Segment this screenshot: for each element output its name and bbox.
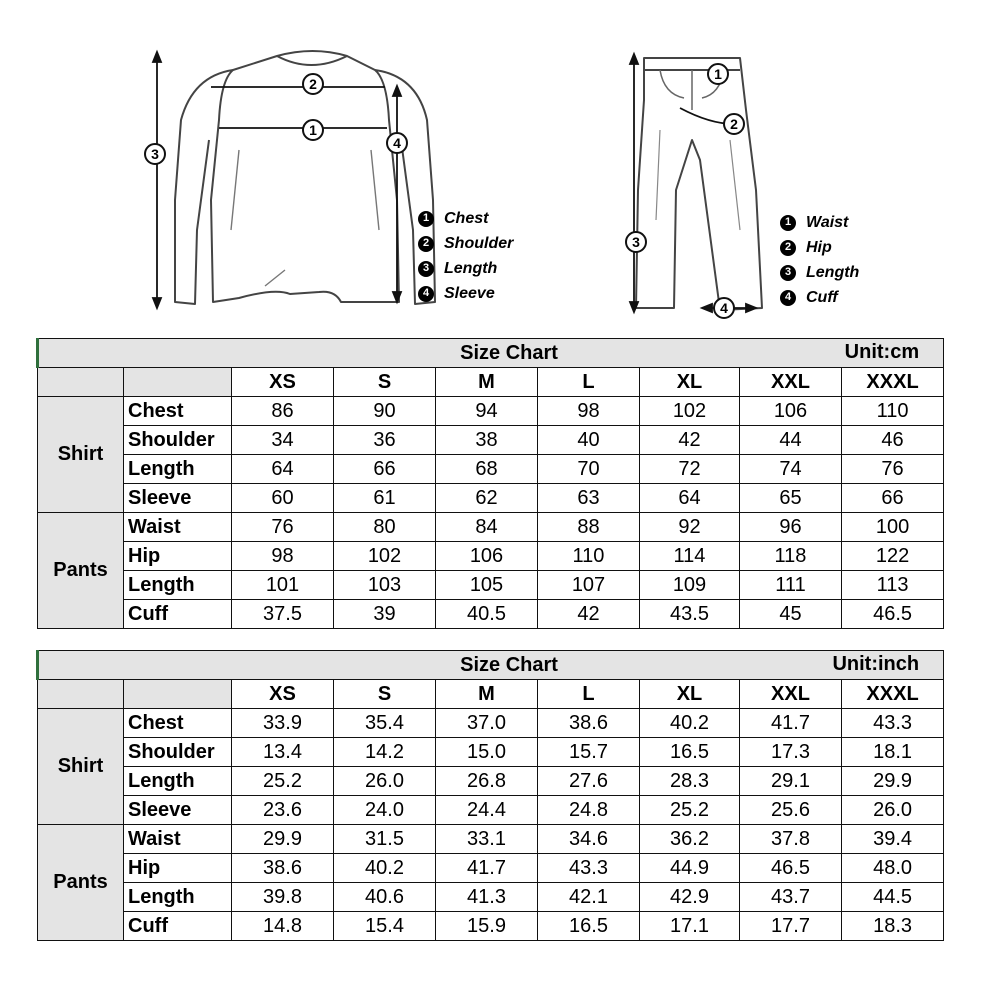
value-cell: 60 — [232, 484, 334, 513]
measure-label: Shoulder — [124, 738, 232, 767]
value-cell: 90 — [334, 397, 436, 426]
size-header: S — [334, 680, 436, 709]
size-header: L — [538, 680, 640, 709]
measure-label: Sleeve — [124, 796, 232, 825]
value-cell: 41.7 — [436, 854, 538, 883]
table-title-cell — [38, 651, 944, 680]
value-cell: 80 — [334, 513, 436, 542]
legend-label: Length — [806, 264, 860, 281]
size-chart-table-cm — [36, 338, 944, 629]
measure-label: Cuff — [124, 912, 232, 941]
value-cell: 33.9 — [232, 709, 334, 738]
corner-cell — [38, 680, 124, 709]
value-cell: 106 — [436, 542, 538, 571]
value-cell: 26.8 — [436, 767, 538, 796]
size-header-row — [38, 368, 944, 397]
value-cell: 76 — [842, 455, 944, 484]
value-cell: 17.1 — [640, 912, 740, 941]
value-cell: 43.7 — [740, 883, 842, 912]
value-cell: 45 — [740, 600, 842, 629]
measure-label: Length — [124, 883, 232, 912]
table-row — [38, 484, 944, 513]
value-cell: 29.9 — [232, 825, 334, 854]
value-cell: 92 — [640, 513, 740, 542]
legend-label: Sleeve — [444, 285, 495, 302]
table-title-row — [38, 339, 944, 368]
size-header: XXXL — [842, 368, 944, 397]
corner-cell — [38, 368, 124, 397]
value-cell: 29.9 — [842, 767, 944, 796]
measure-label: Shoulder — [124, 426, 232, 455]
table-row — [38, 455, 944, 484]
value-cell: 15.7 — [538, 738, 640, 767]
value-cell: 41.7 — [740, 709, 842, 738]
legend-label: Hip — [806, 239, 832, 256]
value-cell: 40.2 — [640, 709, 740, 738]
table-row — [38, 397, 944, 426]
measure-label: Hip — [124, 854, 232, 883]
legend-number: 2 — [418, 236, 434, 252]
value-cell: 17.3 — [740, 738, 842, 767]
pants-legend-item — [780, 235, 859, 260]
value-cell: 36.2 — [640, 825, 740, 854]
table-row — [38, 600, 944, 629]
table-row — [38, 912, 944, 941]
shirt-legend — [418, 206, 513, 306]
value-cell: 105 — [436, 571, 538, 600]
value-cell: 86 — [232, 397, 334, 426]
value-cell: 72 — [640, 455, 740, 484]
value-cell: 40 — [538, 426, 640, 455]
value-cell: 25.6 — [740, 796, 842, 825]
value-cell: 110 — [538, 542, 640, 571]
size-chart-table-inch — [36, 650, 944, 941]
value-cell: 39.4 — [842, 825, 944, 854]
table-row — [38, 426, 944, 455]
shirt-marker-shoulder: 2 — [309, 76, 317, 92]
value-cell: 33.1 — [436, 825, 538, 854]
value-cell: 111 — [740, 571, 842, 600]
value-cell: 26.0 — [842, 796, 944, 825]
value-cell: 15.0 — [436, 738, 538, 767]
measure-label: Cuff — [124, 600, 232, 629]
legend-label: Waist — [806, 214, 849, 231]
value-cell: 114 — [640, 542, 740, 571]
measure-label: Chest — [124, 709, 232, 738]
measure-label: Waist — [124, 825, 232, 854]
table-row — [38, 767, 944, 796]
value-cell: 102 — [640, 397, 740, 426]
legend-label: Cuff — [806, 289, 838, 306]
value-cell: 103 — [334, 571, 436, 600]
value-cell: 14.8 — [232, 912, 334, 941]
value-cell: 44.9 — [640, 854, 740, 883]
value-cell: 40.5 — [436, 600, 538, 629]
value-cell: 76 — [232, 513, 334, 542]
value-cell: 113 — [842, 571, 944, 600]
size-header: XXXL — [842, 680, 944, 709]
table-title-row — [38, 651, 944, 680]
table-row — [38, 542, 944, 571]
measure-label: Hip — [124, 542, 232, 571]
value-cell: 43.5 — [640, 600, 740, 629]
measure-label: Length — [124, 767, 232, 796]
legend-number: 2 — [780, 240, 796, 256]
legend-number: 1 — [780, 215, 796, 231]
value-cell: 102 — [334, 542, 436, 571]
value-cell: 28.3 — [640, 767, 740, 796]
table-row — [38, 709, 944, 738]
value-cell: 100 — [842, 513, 944, 542]
size-header: S — [334, 368, 436, 397]
value-cell: 66 — [334, 455, 436, 484]
value-cell: 24.0 — [334, 796, 436, 825]
table-row — [38, 854, 944, 883]
legend-number: 3 — [418, 261, 434, 277]
value-cell: 66 — [842, 484, 944, 513]
value-cell: 23.6 — [232, 796, 334, 825]
value-cell: 25.2 — [232, 767, 334, 796]
value-cell: 107 — [538, 571, 640, 600]
value-cell: 122 — [842, 542, 944, 571]
value-cell: 48.0 — [842, 854, 944, 883]
size-header: M — [436, 368, 538, 397]
value-cell: 27.6 — [538, 767, 640, 796]
value-cell: 14.2 — [334, 738, 436, 767]
measure-label: Waist — [124, 513, 232, 542]
table-row — [38, 796, 944, 825]
measure-label: Chest — [124, 397, 232, 426]
group-label-shirt: Shirt — [38, 397, 124, 513]
table-row — [38, 883, 944, 912]
value-cell: 34.6 — [538, 825, 640, 854]
value-cell: 13.4 — [232, 738, 334, 767]
value-cell: 64 — [232, 455, 334, 484]
legend-number: 1 — [418, 211, 434, 227]
value-cell: 96 — [740, 513, 842, 542]
value-cell: 38.6 — [538, 709, 640, 738]
value-cell: 15.9 — [436, 912, 538, 941]
pants-legend — [780, 210, 859, 310]
value-cell: 65 — [740, 484, 842, 513]
table-unit: Unit:cm — [844, 341, 920, 363]
value-cell: 34 — [232, 426, 334, 455]
legend-label: Length — [444, 260, 498, 277]
measure-label: Length — [124, 571, 232, 600]
measure-label: Length — [124, 455, 232, 484]
corner-cell — [124, 680, 232, 709]
shirt-legend-item — [418, 206, 513, 231]
value-cell: 43.3 — [538, 854, 640, 883]
value-cell: 38 — [436, 426, 538, 455]
value-cell: 31.5 — [334, 825, 436, 854]
value-cell: 43.3 — [842, 709, 944, 738]
table-row — [38, 825, 944, 854]
value-cell: 42.9 — [640, 883, 740, 912]
value-cell: 16.5 — [640, 738, 740, 767]
value-cell: 40.6 — [334, 883, 436, 912]
value-cell: 42 — [538, 600, 640, 629]
value-cell: 42.1 — [538, 883, 640, 912]
value-cell: 25.2 — [640, 796, 740, 825]
shirt-marker-chest: 1 — [309, 122, 317, 138]
pants-legend-item — [780, 210, 859, 235]
table-title: Size Chart — [460, 653, 558, 676]
value-cell: 84 — [436, 513, 538, 542]
table-unit: Unit:inch — [832, 653, 920, 675]
value-cell: 98 — [538, 397, 640, 426]
value-cell: 110 — [842, 397, 944, 426]
shirt-legend-item — [418, 256, 513, 281]
size-header: XS — [232, 680, 334, 709]
pants-marker-hip: 2 — [730, 116, 738, 132]
pants-marker-length: 3 — [632, 234, 640, 250]
shirt-collar — [277, 56, 347, 65]
pants-outline — [636, 58, 762, 310]
size-header: L — [538, 368, 640, 397]
pants-marker-waist: 1 — [714, 66, 722, 82]
value-cell: 39.8 — [232, 883, 334, 912]
size-header: M — [436, 680, 538, 709]
value-cell: 109 — [640, 571, 740, 600]
table-row — [38, 571, 944, 600]
measure-label: Sleeve — [124, 484, 232, 513]
legend-number: 4 — [780, 290, 796, 306]
size-header: XL — [640, 680, 740, 709]
value-cell: 70 — [538, 455, 640, 484]
value-cell: 64 — [640, 484, 740, 513]
value-cell: 29.1 — [740, 767, 842, 796]
value-cell: 46.5 — [740, 854, 842, 883]
value-cell: 62 — [436, 484, 538, 513]
value-cell: 98 — [232, 542, 334, 571]
legend-number: 4 — [418, 286, 434, 302]
table-title-cell — [38, 339, 944, 368]
group-label-pants: Pants — [38, 513, 124, 629]
value-cell: 106 — [740, 397, 842, 426]
value-cell: 37.8 — [740, 825, 842, 854]
value-cell: 44 — [740, 426, 842, 455]
corner-cell — [124, 368, 232, 397]
value-cell: 16.5 — [538, 912, 640, 941]
value-cell: 44.5 — [842, 883, 944, 912]
value-cell: 46.5 — [842, 600, 944, 629]
value-cell: 88 — [538, 513, 640, 542]
size-header-row — [38, 680, 944, 709]
table-title: Size Chart — [460, 341, 558, 364]
value-cell: 24.8 — [538, 796, 640, 825]
value-cell: 39 — [334, 600, 436, 629]
value-cell: 42 — [640, 426, 740, 455]
pants-marker-cuff: 4 — [720, 300, 728, 316]
value-cell: 40.2 — [334, 854, 436, 883]
shirt-legend-item — [418, 231, 513, 256]
table-row — [38, 513, 944, 542]
value-cell: 101 — [232, 571, 334, 600]
value-cell: 94 — [436, 397, 538, 426]
group-label-pants: Pants — [38, 825, 124, 941]
value-cell: 26.0 — [334, 767, 436, 796]
shirt-legend-item — [418, 281, 513, 306]
size-header: XXL — [740, 368, 842, 397]
pants-legend-item — [780, 285, 859, 310]
value-cell: 68 — [436, 455, 538, 484]
size-header: XXL — [740, 680, 842, 709]
shirt-marker-length: 3 — [151, 146, 159, 162]
value-cell: 38.6 — [232, 854, 334, 883]
value-cell: 36 — [334, 426, 436, 455]
shirt-left-sleeve — [175, 70, 233, 304]
legend-label: Chest — [444, 210, 489, 227]
value-cell: 18.3 — [842, 912, 944, 941]
value-cell: 15.4 — [334, 912, 436, 941]
legend-number: 3 — [780, 265, 796, 281]
shirt-marker-sleeve: 4 — [393, 135, 401, 151]
table-row — [38, 738, 944, 767]
value-cell: 41.3 — [436, 883, 538, 912]
value-cell: 17.7 — [740, 912, 842, 941]
value-cell: 18.1 — [842, 738, 944, 767]
value-cell: 61 — [334, 484, 436, 513]
value-cell: 24.4 — [436, 796, 538, 825]
value-cell: 63 — [538, 484, 640, 513]
legend-label: Shoulder — [444, 235, 514, 252]
value-cell: 118 — [740, 542, 842, 571]
value-cell: 46 — [842, 426, 944, 455]
size-header: XS — [232, 368, 334, 397]
value-cell: 37.5 — [232, 600, 334, 629]
size-header: XL — [640, 368, 740, 397]
pants-legend-item — [780, 260, 859, 285]
value-cell: 74 — [740, 455, 842, 484]
value-cell: 37.0 — [436, 709, 538, 738]
group-label-shirt: Shirt — [38, 709, 124, 825]
value-cell: 35.4 — [334, 709, 436, 738]
